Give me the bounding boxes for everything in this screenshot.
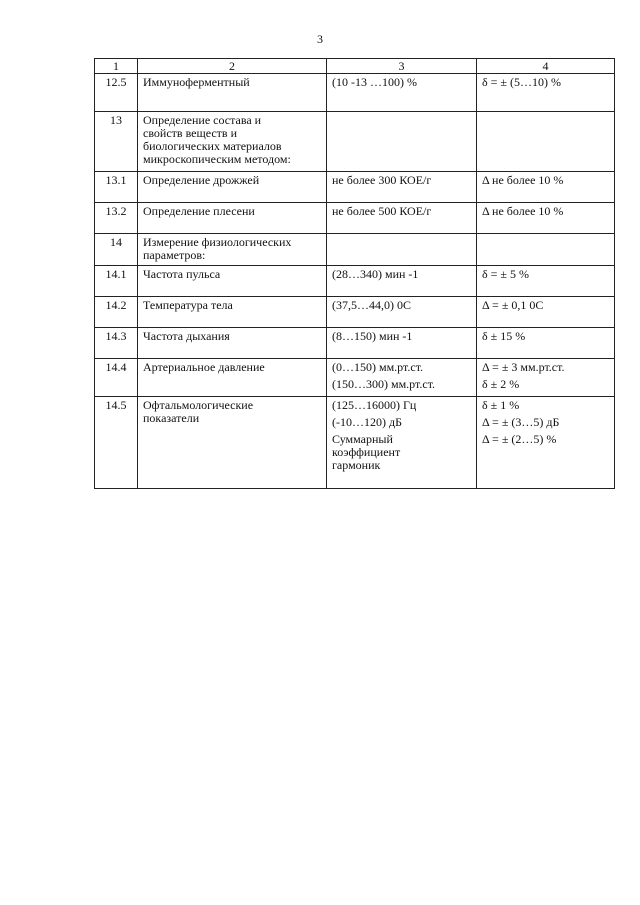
measurement-range (327, 397, 477, 489)
accuracy (477, 328, 615, 359)
name-line: параметров: (143, 248, 206, 262)
table-row (95, 266, 615, 297)
accuracy-line: δ ± 1 % (482, 398, 520, 412)
name-line: Температура тела (143, 298, 233, 312)
row-number: 14.1 (95, 266, 138, 297)
accuracy-line: Δ = ± 0,1 0C (482, 298, 544, 312)
range-line: не более 300 КОЕ/г (332, 173, 432, 187)
table-row (95, 203, 615, 234)
accuracy (477, 297, 615, 328)
parameter-name (138, 266, 327, 297)
table-row (95, 297, 615, 328)
table-row (95, 74, 615, 112)
row-number: 14.2 (95, 297, 138, 328)
row-number: 14 (95, 234, 138, 266)
column-header: 2 (138, 59, 327, 74)
measurement-range (327, 74, 477, 112)
name-line: Определение состава и (143, 113, 262, 127)
table-row (95, 359, 615, 397)
accuracy-line: δ ± 15 % (482, 329, 526, 343)
accuracy (477, 203, 615, 234)
table-row (95, 112, 615, 172)
accuracy (477, 359, 615, 397)
parameter-name (138, 328, 327, 359)
parameter-name (138, 172, 327, 203)
accuracy (477, 266, 615, 297)
accuracy-line: δ ± 2 % (482, 377, 520, 391)
row-number: 13.2 (95, 203, 138, 234)
row-number: 12.5 (95, 74, 138, 112)
parameter-name (138, 297, 327, 328)
range-line: (28…340) мин -1 (332, 267, 419, 281)
range-line: (125…16000) Гц (332, 398, 417, 412)
table-row (95, 328, 615, 359)
row-number: 14.3 (95, 328, 138, 359)
range-line: (8…150) мин -1 (332, 329, 413, 343)
name-line: показатели (143, 411, 200, 425)
parameter-name (138, 397, 327, 489)
measurement-range (327, 359, 477, 397)
accuracy (477, 172, 615, 203)
header-row (95, 59, 615, 74)
range-line: гармоник (332, 458, 381, 472)
table-row (95, 172, 615, 203)
column-header: 1 (95, 59, 138, 74)
page-number: 3 (317, 32, 323, 46)
range-line: (150…300) мм.рт.ст. (332, 377, 436, 391)
measurement-range (327, 234, 477, 266)
table-row (95, 234, 615, 266)
accuracy-line: Δ не более 10 % (482, 173, 564, 187)
parameter-name (138, 74, 327, 112)
name-line: свойств веществ и (143, 126, 238, 140)
measurement-range (327, 112, 477, 172)
accuracy (477, 74, 615, 112)
range-line: не более 500 КОЕ/г (332, 204, 432, 218)
name-line: Офтальмологические (143, 398, 254, 412)
parameter-name (138, 234, 327, 266)
accuracy-line: Δ = ± (2…5) % (482, 432, 557, 446)
accuracy-line: δ = ± (5…10) % (482, 75, 561, 89)
name-line: Определение дрожжей (143, 173, 260, 187)
name-line: микроскопическим методом: (143, 152, 291, 166)
measurement-range (327, 266, 477, 297)
accuracy-line: Δ = ± 3 мм.рт.ст. (482, 360, 565, 374)
column-header: 4 (477, 59, 615, 74)
measurement-range (327, 328, 477, 359)
column-header: 3 (327, 59, 477, 74)
accuracy-line: Δ = ± (3…5) дБ (482, 415, 560, 429)
name-line: Определение плесени (143, 204, 255, 218)
row-number: 14.5 (95, 397, 138, 489)
range-line: (0…150) мм.рт.ст. (332, 360, 424, 374)
parameter-name (138, 359, 327, 397)
parameters-table (94, 58, 615, 489)
parameter-name (138, 112, 327, 172)
measurement-range (327, 203, 477, 234)
name-line: Частота дыхания (143, 329, 230, 343)
measurement-range (327, 297, 477, 328)
name-line: Иммуноферментный (143, 75, 250, 89)
accuracy-line: δ = ± 5 % (482, 267, 530, 281)
name-line: Артериальное давление (143, 360, 265, 374)
parameter-name (138, 203, 327, 234)
accuracy-line: Δ не более 10 % (482, 204, 564, 218)
table-row (95, 397, 615, 489)
measurement-range (327, 172, 477, 203)
range-line: Суммарный (332, 432, 393, 446)
row-number: 14.4 (95, 359, 138, 397)
accuracy (477, 112, 615, 172)
range-line: (10 -13 …100) % (332, 75, 417, 89)
row-number: 13 (95, 112, 138, 172)
range-line: (-10…120) дБ (332, 415, 402, 429)
range-line: коэффициент (332, 445, 401, 459)
accuracy (477, 397, 615, 489)
name-line: Частота пульса (143, 267, 221, 281)
range-line: (37,5…44,0) 0C (332, 298, 411, 312)
row-number: 13.1 (95, 172, 138, 203)
name-line: биологических материалов (143, 139, 282, 153)
accuracy (477, 234, 615, 266)
name-line: Измерение физиологических (143, 235, 292, 249)
